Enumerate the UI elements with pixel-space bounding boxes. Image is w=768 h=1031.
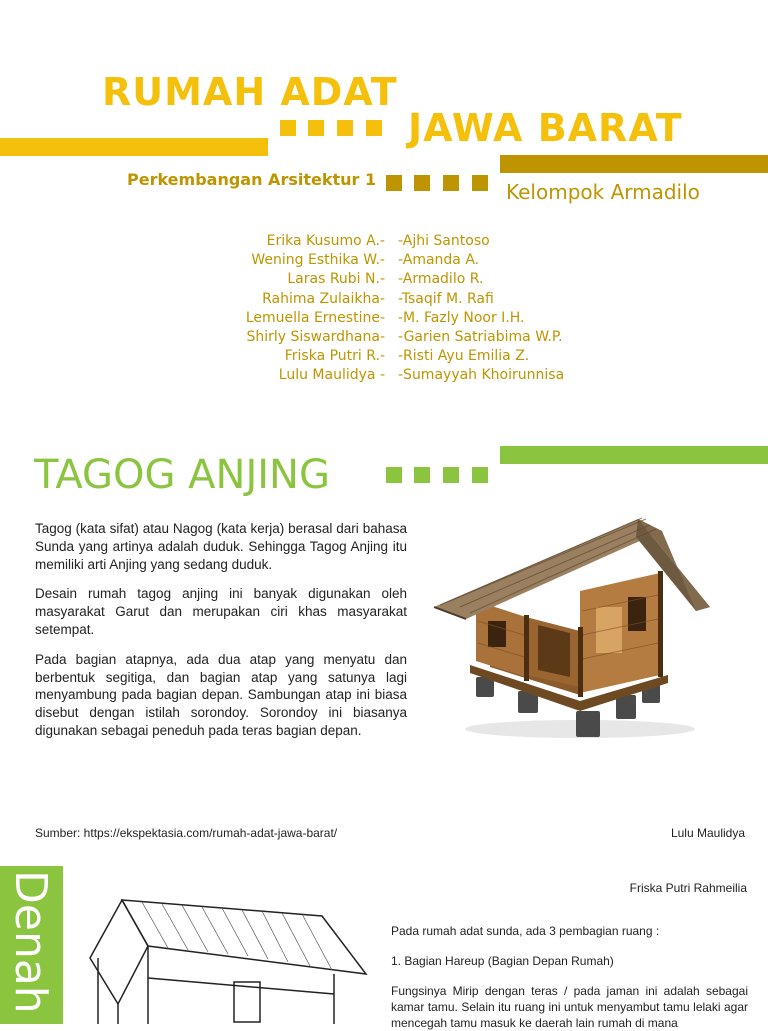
section-author: Lulu Maulidya [670,826,745,840]
side-label: Denah [5,870,56,1014]
member-name: -Risti Ayu Emilia Z. [398,348,530,365]
member-name: -Tsaqif M. Rafi [398,290,494,307]
member-name: Erika Kusumo A.- [266,233,385,249]
member-name: -Armadilo R. [398,271,484,288]
paragraph: Pada bagian atapnya, ada dua atap yang menyatu dan berbentuk segitiga, dan bagian atap yang satunya lagi menyambung pada bagian depan. Sambungan atap ini biasa disebut dengan istilah sorondoy. Sorondoy ini biasanya digunakan sebagai peneduh pada teras bagian depan. [35,651,407,738]
member-name: Shirly Siswardhana- [246,329,385,346]
group-name: Kelompok Armadilo [506,180,700,204]
gold-bar-right [500,155,768,173]
house-sketch-image [84,886,384,1024]
paragraph: Desain rumah tagog anjing ini banyak digunakan oleh masyarakat Garut dan merupakan ciri khas masyarakat setempat. [35,586,407,637]
course-name: Perkembangan Arsitektur 1 [127,170,377,189]
title-line-1: RUMAH ADAT [102,70,398,114]
members-right [398,232,564,386]
members-left [246,232,385,386]
member-name: Wening Esthika W.- [251,252,385,269]
paragraph: Tagog (kata sifat) atau Nagog (kata kerja) berasal dari bahasa Sunda yang artinya adalah duduk. Sehingga Tagog Anjing itu memiliki arti Anjing yang sedang duduk. [35,521,407,572]
section2-item: 1. Bagian Hareup (Bagian Depan Rumah) [391,954,614,968]
section2-paragraph: Fungsinya Mirip dengan teras / pada jaman ini adalah sebagai kamar tamu. Selain itu ruang ini untuk menyambut tamu lelaki agar mencegah tamu masuk ke daerah lain rumah di mana [391,984,748,1030]
member-name: Lulu Maulidya - [278,367,385,384]
member-name: -Ajhi Santoso [398,233,490,249]
section-body [35,520,407,740]
member-name: -Garien Satriabima W.P. [398,329,563,346]
title-line-2: JAWA BARAT [408,106,683,150]
yellow-bar-left [0,138,268,156]
denah-side-panel [0,866,63,1024]
member-name: -M. Fazly Noor I.H. [398,309,525,326]
tagog-anjing-house-image [430,515,714,745]
section-title: TAGOG ANJING [34,452,330,498]
member-name: Rahima Zulaikha- [262,290,385,307]
green-bar [500,446,768,464]
member-name: Lemuella Ernestine- [245,309,385,326]
member-name: -Sumayyah Khoirunnisa [398,367,565,384]
member-name: Laras Rubi N.- [287,271,385,288]
section2-intro: Pada rumah adat sunda, ada 3 pembagian ruang : [391,924,660,938]
section2-author: Friska Putri Rahmeilia [629,881,747,895]
source-citation: Sumber: https://ekspektasia.com/rumah-adat-jawa-barat/ [35,826,338,840]
member-name: Friska Putri R.- [284,348,385,365]
member-name: -Amanda A. [398,252,480,269]
